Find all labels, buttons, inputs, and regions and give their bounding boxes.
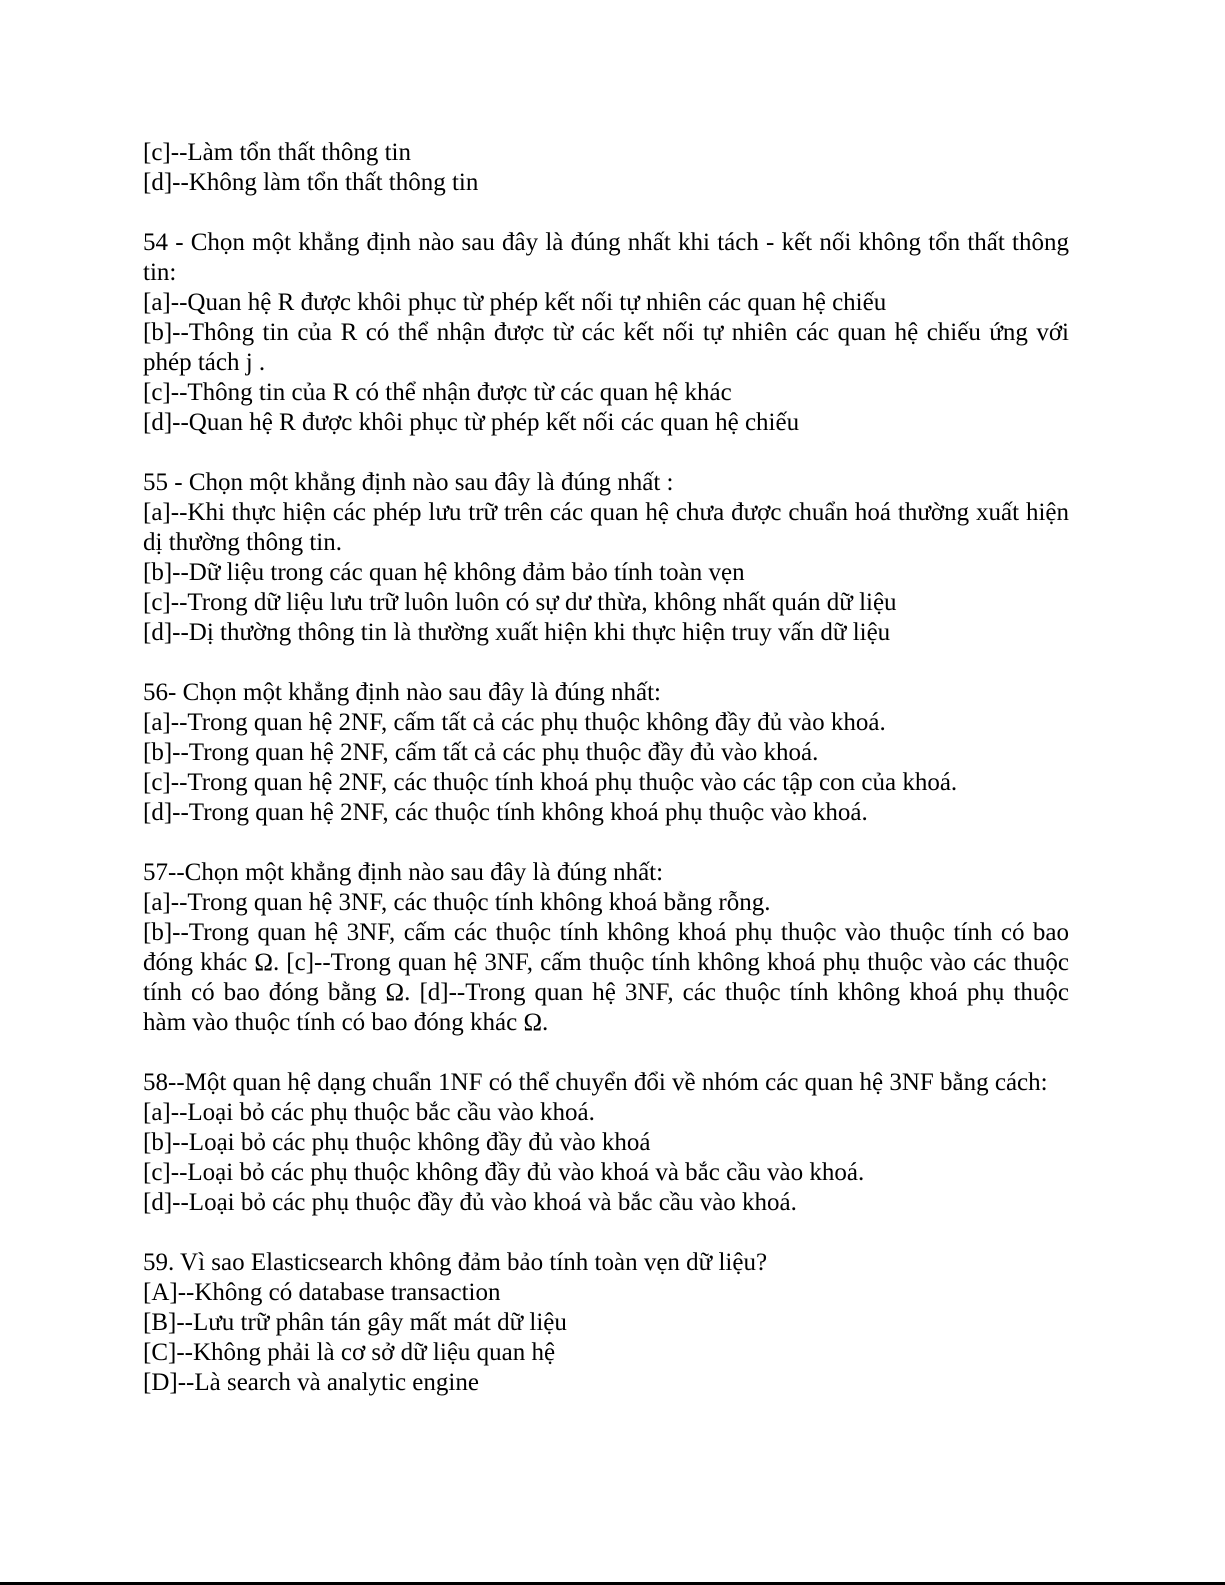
spacer (143, 1038, 1069, 1068)
q58-option-a: [a]--Loại bỏ các phụ thuộc bắc cầu vào khoá. (143, 1099, 595, 1126)
q59-option-a: [A]--Không có database transaction (143, 1279, 501, 1306)
q58-option-b: [b]--Loại bỏ các phụ thuộc không đầy đủ vào khoá (143, 1129, 651, 1156)
question-56: 56- Chọn một khẳng định nào sau đây là đúng nhất: (143, 679, 661, 706)
q59-option-b: [B]--Lưu trữ phân tán gây mất mát dữ liệu (143, 1309, 567, 1336)
option-c-top: [c]--Làm tổn thất thông tin (143, 139, 411, 166)
q55-option-c: [c]--Trong dữ liệu lưu trữ luôn luôn có sự dư thừa, không nhất quán dữ liệu (143, 589, 897, 616)
q58-option-d: [d]--Loại bỏ các phụ thuộc đầy đủ vào khoá và bắc cầu vào khoá. (143, 1189, 797, 1216)
q55-option-a: [a]--Khi thực hiện các phép lưu trữ trên các quan hệ chưa được chuẩn hoá thường xuất hiện dị thường thông tin. (143, 499, 1069, 556)
q59-option-d: [D]--Là search và analytic engine (143, 1369, 479, 1396)
q54-option-c: [c]--Thông tin của R có thể nhận được từ các quan hệ khác (143, 379, 732, 406)
q55-option-d: [d]--Dị thường thông tin là thường xuất hiện khi thực hiện truy vấn dữ liệu (143, 619, 891, 646)
q54-option-d: [d]--Quan hệ R được khôi phục từ phép kết nối các quan hệ chiếu (143, 409, 800, 436)
spacer (143, 438, 1069, 468)
q56-option-d: [d]--Trong quan hệ 2NF, các thuộc tính không khoá phụ thuộc vào khoá. (143, 799, 868, 826)
q57-options-bcd: [b]--Trong quan hệ 3NF, cấm các thuộc tính không khoá phụ thuộc vào thuộc tính có bao đóng khác Ω. [c]--Trong quan hệ 3NF, cấm thuộc tính không khoá phụ thuộc vào các thuộc tính có bao đóng bằng Ω. [d]--Trong quan hệ 3NF, các thuộc tính không khoá phụ thuộc hàm vào thuộc tính có bao đóng khác Ω. (143, 919, 1069, 1036)
question-55: 55 - Chọn một khẳng định nào sau đây là đúng nhất : (143, 469, 674, 496)
q56-option-b: [b]--Trong quan hệ 2NF, cấm tất cả các phụ thuộc đầy đủ vào khoá. (143, 739, 819, 766)
q59-option-c: [C]--Không phải là cơ sở dữ liệu quan hệ (143, 1339, 556, 1366)
q55-option-b: [b]--Dữ liệu trong các quan hệ không đảm bảo tính toàn vẹn (143, 559, 745, 586)
question-54: 54 - Chọn một khẳng định nào sau đây là đúng nhất khi tách - kết nối không tổn thất thông tin: (143, 229, 1069, 286)
spacer (143, 648, 1069, 678)
spacer (143, 1218, 1069, 1248)
q58-option-c: [c]--Loại bỏ các phụ thuộc không đầy đủ vào khoá và bắc cầu vào khoá. (143, 1159, 865, 1186)
option-d-top: [d]--Không làm tổn thất thông tin (143, 169, 479, 196)
spacer (143, 828, 1069, 858)
q56-option-a: [a]--Trong quan hệ 2NF, cấm tất cả các phụ thuộc không đầy đủ vào khoá. (143, 709, 886, 736)
question-59: 59. Vì sao Elasticsearch không đảm bảo tính toàn vẹn dữ liệu? (143, 1249, 768, 1276)
question-57: 57--Chọn một khẳng định nào sau đây là đúng nhất: (143, 859, 664, 886)
q56-option-c: [c]--Trong quan hệ 2NF, các thuộc tính khoá phụ thuộc vào các tập con của khoá. (143, 769, 958, 796)
spacer (143, 198, 1069, 228)
q57-option-a: [a]--Trong quan hệ 3NF, các thuộc tính không khoá bằng rỗng. (143, 889, 771, 916)
q54-option-b: [b]--Thông tin của R có thể nhận được từ các kết nối tự nhiên các quan hệ chiếu ứng với phép tách j . (143, 319, 1069, 376)
question-58: 58--Một quan hệ dạng chuẩn 1NF có thể chuyển đổi về nhóm các quan hệ 3NF bằng cách: (143, 1069, 1048, 1096)
q54-option-a: [a]--Quan hệ R được khôi phục từ phép kết nối tự nhiên các quan hệ chiếu (143, 289, 887, 316)
document-page (143, 138, 1069, 1398)
